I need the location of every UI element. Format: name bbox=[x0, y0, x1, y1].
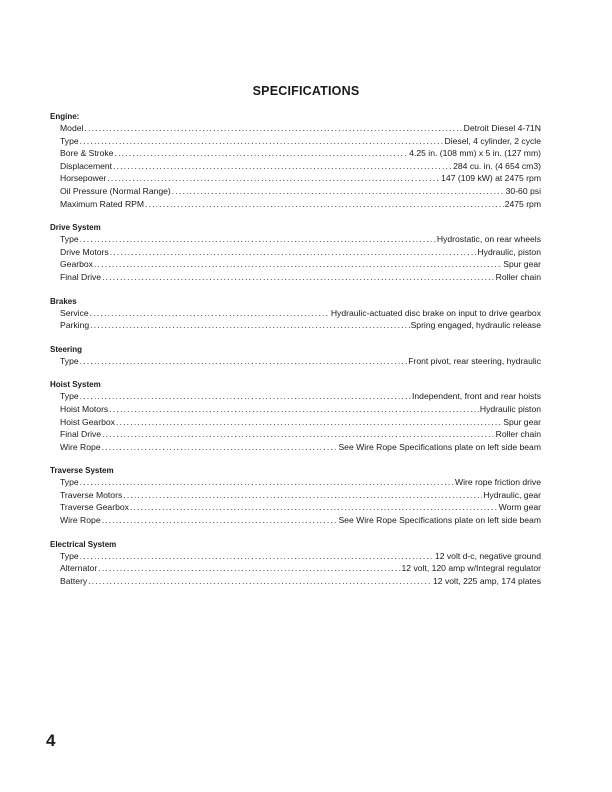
section-brakes bbox=[50, 296, 541, 332]
dot-leader bbox=[109, 403, 479, 416]
spec-value: Hydrostatic, on rear wheels bbox=[436, 234, 541, 245]
spec-row bbox=[50, 135, 541, 148]
spec-label: Gearbox bbox=[60, 259, 93, 270]
section-heading: Traverse System bbox=[50, 466, 114, 476]
spec-row bbox=[50, 355, 541, 368]
spec-label: Alternator bbox=[60, 563, 98, 574]
dot-leader bbox=[123, 489, 482, 502]
dot-leader bbox=[80, 550, 434, 563]
spec-value: Spur gear bbox=[503, 259, 541, 270]
section-heading: Engine: bbox=[50, 112, 80, 121]
dot-leader bbox=[107, 172, 440, 185]
section-heading: Brakes bbox=[50, 296, 77, 306]
spec-value: Spur gear bbox=[503, 416, 541, 427]
spec-value: See Wire Rope Specifications plate on left side beam bbox=[338, 515, 541, 526]
spec-row bbox=[50, 198, 541, 211]
spec-value: Roller chain bbox=[495, 271, 541, 282]
section-heading: Electrical System bbox=[50, 539, 117, 549]
section-traverse-system bbox=[50, 465, 541, 526]
spec-label: Type bbox=[60, 355, 79, 366]
page-number: 4 bbox=[46, 731, 56, 750]
dot-leader bbox=[102, 271, 495, 284]
dot-leader bbox=[88, 575, 432, 588]
spec-row bbox=[50, 307, 541, 320]
spec-value: Detroit Diesel 4-71N bbox=[463, 123, 541, 133]
spec-row bbox=[50, 428, 541, 441]
spec-value: Hydraulic, gear bbox=[483, 489, 541, 500]
spec-row bbox=[50, 172, 541, 185]
spec-row bbox=[50, 185, 541, 198]
dot-leader bbox=[102, 514, 338, 527]
dot-leader bbox=[130, 501, 498, 514]
spec-value: Wire rope friction drive bbox=[455, 477, 541, 488]
spec-label: Type bbox=[60, 550, 79, 561]
spec-label: Model bbox=[60, 123, 84, 133]
spec-row bbox=[50, 514, 541, 527]
spec-row bbox=[50, 271, 541, 284]
dot-leader bbox=[90, 319, 409, 332]
spec-label: Service bbox=[60, 307, 89, 318]
spec-row bbox=[50, 258, 541, 271]
page-title: SPECIFICATIONS bbox=[252, 84, 360, 98]
section-heading: Drive System bbox=[50, 223, 101, 233]
spec-label: Maximum Rated RPM bbox=[60, 198, 145, 209]
spec-row bbox=[50, 246, 541, 259]
spec-value: Front pivot, rear steering, hydraulic bbox=[408, 355, 541, 366]
spec-row bbox=[50, 122, 541, 135]
spec-label: Final Drive bbox=[60, 429, 102, 440]
section-electrical-system bbox=[50, 539, 541, 588]
spec-label: Parking bbox=[60, 320, 90, 331]
dot-leader bbox=[80, 476, 454, 489]
spec-label: Displacement bbox=[60, 160, 113, 171]
spec-value: Hydraulic, piston bbox=[477, 246, 541, 257]
spec-label: Traverse Gearbox bbox=[60, 502, 129, 513]
spec-row bbox=[50, 416, 541, 429]
spec-value: Diesel, 4 cylinder, 2 cycle bbox=[444, 135, 541, 146]
spec-label: Hoist Gearbox bbox=[60, 416, 115, 427]
spec-value: 30-60 psi bbox=[505, 185, 541, 196]
spec-label: Type bbox=[60, 391, 79, 402]
spec-label: Horsepower bbox=[60, 173, 107, 184]
spec-row bbox=[50, 233, 541, 246]
dot-leader bbox=[84, 122, 462, 135]
spec-row bbox=[50, 476, 541, 489]
spec-value: 4.25 in. (108 mm) x 5 in. (127 mm) bbox=[409, 148, 541, 159]
spec-row bbox=[50, 441, 541, 454]
spec-row bbox=[50, 390, 541, 403]
spec-value: Hydraulic-actuated disc brake on input to drive gearbox bbox=[330, 307, 541, 318]
spec-label: Battery bbox=[60, 575, 88, 586]
spec-row bbox=[50, 160, 541, 173]
spec-value: See Wire Rope Specifications plate on left side beam bbox=[338, 441, 541, 452]
dot-leader bbox=[102, 428, 495, 441]
dot-leader bbox=[113, 160, 452, 173]
spec-row bbox=[50, 550, 541, 563]
dot-leader bbox=[80, 135, 444, 148]
spec-label: Type bbox=[60, 234, 79, 245]
spec-row bbox=[50, 489, 541, 502]
dot-leader bbox=[116, 416, 502, 429]
spec-label: Drive Motors bbox=[60, 246, 109, 257]
dot-leader bbox=[80, 233, 436, 246]
spec-value: 284 cu. in. (4 654 cm3) bbox=[453, 160, 541, 171]
spec-row bbox=[50, 575, 541, 588]
section-heading: Steering bbox=[50, 344, 83, 354]
dot-leader bbox=[90, 307, 330, 320]
spec-value: 2475 rpm bbox=[504, 198, 541, 209]
spec-value: Independent, front and rear hoists bbox=[412, 391, 541, 402]
spec-label: Final Drive bbox=[60, 271, 102, 282]
spec-label: Wire Rope bbox=[60, 515, 101, 526]
dot-leader bbox=[145, 198, 504, 211]
section-hoist-system bbox=[50, 379, 541, 453]
section-heading: Hoist System bbox=[50, 380, 101, 390]
spec-label: Type bbox=[60, 135, 79, 146]
dot-leader bbox=[80, 355, 408, 368]
spec-row bbox=[50, 501, 541, 514]
spec-label: Traverse Motors bbox=[60, 489, 123, 500]
dot-leader bbox=[115, 147, 409, 160]
section-engine bbox=[50, 111, 541, 210]
spec-value: 147 (109 kW) at 2475 rpm bbox=[441, 173, 541, 184]
spec-label: Hoist Motors bbox=[60, 403, 109, 414]
spec-row bbox=[50, 403, 541, 416]
dot-leader bbox=[80, 390, 411, 403]
spec-row bbox=[50, 319, 541, 332]
spec-value: Worm gear bbox=[498, 502, 541, 513]
spec-row bbox=[50, 147, 541, 160]
specifications-list bbox=[50, 111, 541, 599]
spec-value: Hydraulic piston bbox=[479, 403, 541, 414]
spec-label: Oil Pressure (Normal Range) bbox=[60, 185, 171, 196]
spec-value: 12 volt, 225 amp, 174 plates bbox=[433, 575, 541, 586]
dot-leader bbox=[110, 246, 477, 259]
dot-leader bbox=[102, 441, 338, 454]
spec-label: Type bbox=[60, 477, 79, 488]
spec-label: Wire Rope bbox=[60, 441, 101, 452]
spec-value: 12 volt, 120 amp w/Integral regulator bbox=[401, 563, 541, 574]
section-drive-system bbox=[50, 222, 541, 283]
spec-value: 12 volt d-c, negative ground bbox=[434, 550, 541, 561]
spec-row bbox=[50, 562, 541, 575]
dot-leader bbox=[98, 562, 400, 575]
dot-leader bbox=[172, 185, 505, 198]
spec-value: Roller chain bbox=[495, 429, 541, 440]
section-steering bbox=[50, 344, 541, 368]
spec-label: Bore & Stroke bbox=[60, 148, 114, 159]
dot-leader bbox=[94, 258, 502, 271]
spec-value: Spring engaged, hydraulic release bbox=[410, 320, 541, 331]
